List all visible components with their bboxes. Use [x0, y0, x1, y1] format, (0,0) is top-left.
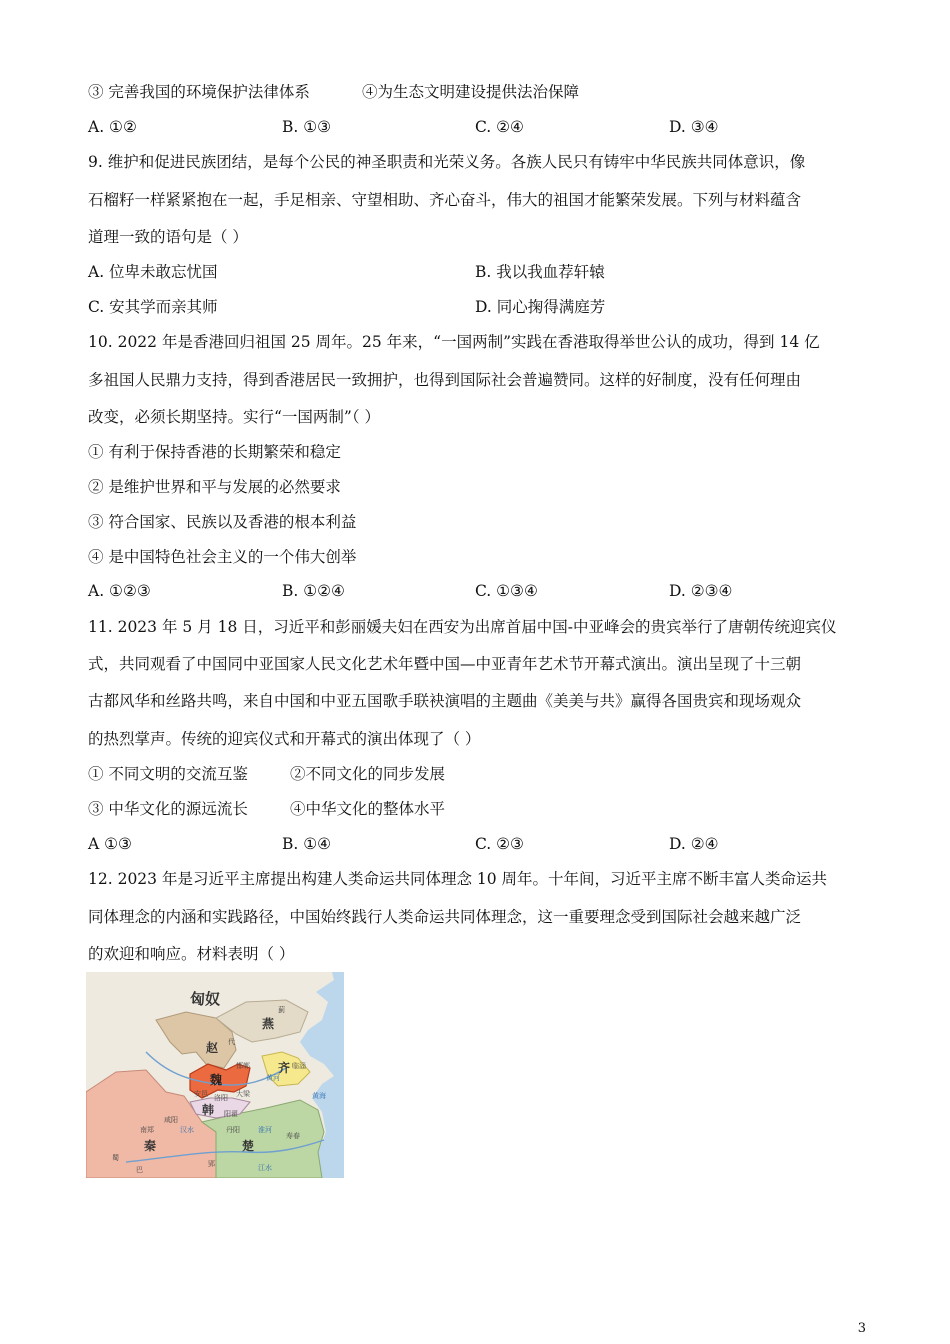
map-label-daliang: 大梁	[236, 1091, 250, 1098]
q9-stem-line-1: 9. 维护和促进民族团结，是每个公民的神圣职责和光荣义务。各族人民只有铸牢中华民族共同体意识，像	[88, 153, 806, 171]
q10-stem-line-3: 改变，必须长期坚持。实行“一国两制”（ ）	[88, 408, 381, 426]
map-label-chu: 楚	[242, 1139, 255, 1153]
map-label-anyi: 安邑	[194, 1091, 208, 1098]
map-label-ying: 郢	[208, 1161, 215, 1168]
map-label-handan: 邯郸	[236, 1063, 250, 1070]
q10-stem-line-2: 多祖国人民鼎力支持，得到香港居民一致拥护，也得到国际社会普遍赞同。这样的好制度，没有任何理由	[88, 371, 802, 389]
q8-option-d: D. ③④	[669, 118, 719, 136]
map-label-hanshui: 汉水	[180, 1127, 194, 1134]
q10-option-c: C. ①③④	[475, 582, 538, 600]
map-label-yan: 燕	[262, 1017, 275, 1031]
map-label-shu: 蜀	[112, 1155, 119, 1162]
q12-stem-line-1: 12. 2023 年是习近平主席提出构建人类命运共同体理念 10 周年。十年间，习近平主席不断丰富人类命运共	[88, 870, 828, 888]
map-label-ji: 蓟	[278, 1007, 285, 1014]
map-label-linzi: 临淄	[292, 1063, 306, 1070]
q11-stem-line-2: 式，共同观看了中国同中亚国家人民文化艺术年暨中国—中亚青年艺术节开幕式演出。演出呈现了十三朝	[88, 655, 802, 673]
map-label-qi: 齐	[278, 1061, 291, 1075]
page-number: 3	[857, 1321, 866, 1336]
map-label-changjiang: 江水	[258, 1165, 272, 1172]
map-label-ba: 巴	[136, 1167, 143, 1174]
q11-option-a: A ①③	[88, 835, 132, 853]
map-label-xianyang: 咸阳	[164, 1117, 178, 1124]
map-label-huaihe: 淮河	[258, 1127, 272, 1134]
q10-option-b: B. ①②④	[282, 582, 345, 600]
map-label-huanghe: 黄河	[266, 1075, 280, 1082]
q11-statement-3: ③ 中华文化的源远流长	[88, 800, 248, 818]
map-label-zhao: 赵	[206, 1041, 219, 1055]
q11-statement-4: ④中华文化的整体水平	[290, 800, 446, 818]
q9-option-b: B. 我以我血荐轩辕	[475, 263, 605, 281]
q9-option-c: C. 安其学而亲其师	[88, 298, 218, 316]
q11-stem-line-4: 的热烈掌声。传统的迎宾仪式和开幕式的演出体现了（ ）	[88, 730, 481, 748]
q9-option-d: D. 同心掬得满庭芳	[475, 298, 606, 316]
q11-option-d: D. ②④	[669, 835, 719, 853]
map-label-shou: 寿春	[286, 1133, 300, 1140]
q8-statement-3: ③ 完善我国的环境保护法律体系	[88, 83, 310, 101]
q10-statement-3: ③ 符合国家、民族以及香港的根本利益	[88, 513, 357, 531]
q11-option-b: B. ①④	[282, 835, 332, 853]
q10-statement-2: ② 是维护世界和平与发展的必然要求	[88, 478, 341, 496]
q8-option-c: C. ②④	[475, 118, 524, 136]
q8-statement-4: ④为生态文明建设提供法治保障	[362, 83, 580, 101]
q11-statement-2: ②不同文化的同步发展	[290, 765, 446, 783]
q9-stem-line-2: 石榴籽一样紧紧抱在一起，手足相亲、守望相助、齐心奋斗，伟大的祖国才能繁荣发展。下列与材料蕴含	[88, 191, 802, 209]
q10-option-a: A. ①②③	[88, 582, 151, 600]
q10-option-d: D. ②③④	[669, 582, 733, 600]
q11-stem-line-3: 古都风华和丝路共鸣，来自中国和中亚五国歌手联袂演唱的主题曲《美美与共》赢得各国贵宾和现场观众	[88, 692, 802, 710]
map-label-luoyang: 洛阳	[214, 1095, 228, 1102]
warring-states-map	[86, 972, 344, 1178]
q12-stem-line-2: 同体理念的内涵和实践路径，中国始终践行人类命运共同体理念，这一重要理念受到国际社会越来越广泛	[88, 908, 802, 926]
q8-option-a: A. ①②	[88, 118, 137, 136]
map-label-wei: 魏	[210, 1073, 223, 1087]
map-label-yangzhai: 阳翟	[224, 1111, 238, 1118]
map-label-qin: 秦	[144, 1139, 157, 1153]
q10-stem-line-1: 10. 2022 年是香港回归祖国 25 周年。25 年来，“一国两制”实践在香港取得举世公认的成功，得到 14 亿	[88, 333, 820, 351]
q9-stem-line-3: 道理一致的语句是（ ）	[88, 228, 248, 246]
q11-stem-line-1: 11. 2023 年 5 月 18 日，习近平和彭丽媛夫妇在西安为出席首届中国-中亚峰会的贵宾举行了唐朝传统迎宾仪	[88, 618, 837, 636]
map-label-dai: 代	[228, 1039, 235, 1046]
q9-option-a: A. 位卑未敢忘忧国	[88, 263, 218, 281]
map-label-xiongnu: 匈奴	[190, 991, 221, 1008]
q11-statement-1: ① 不同文明的交流互鉴	[88, 765, 248, 783]
map-label-han: 韩	[202, 1103, 215, 1117]
map-label-huanghai: 黄海	[312, 1093, 326, 1100]
q10-statement-4: ④ 是中国特色社会主义的一个伟大创举	[88, 548, 357, 566]
q11-option-c: C. ②③	[475, 835, 524, 853]
map-label-nanzheng: 南郑	[140, 1127, 154, 1134]
q12-stem-line-3: 的欢迎和响应。材料表明（ ）	[88, 945, 295, 963]
map-label-dan: 丹阳	[226, 1127, 240, 1134]
q10-statement-1: ① 有利于保持香港的长期繁荣和稳定	[88, 443, 341, 461]
q8-option-b: B. ①③	[282, 118, 332, 136]
